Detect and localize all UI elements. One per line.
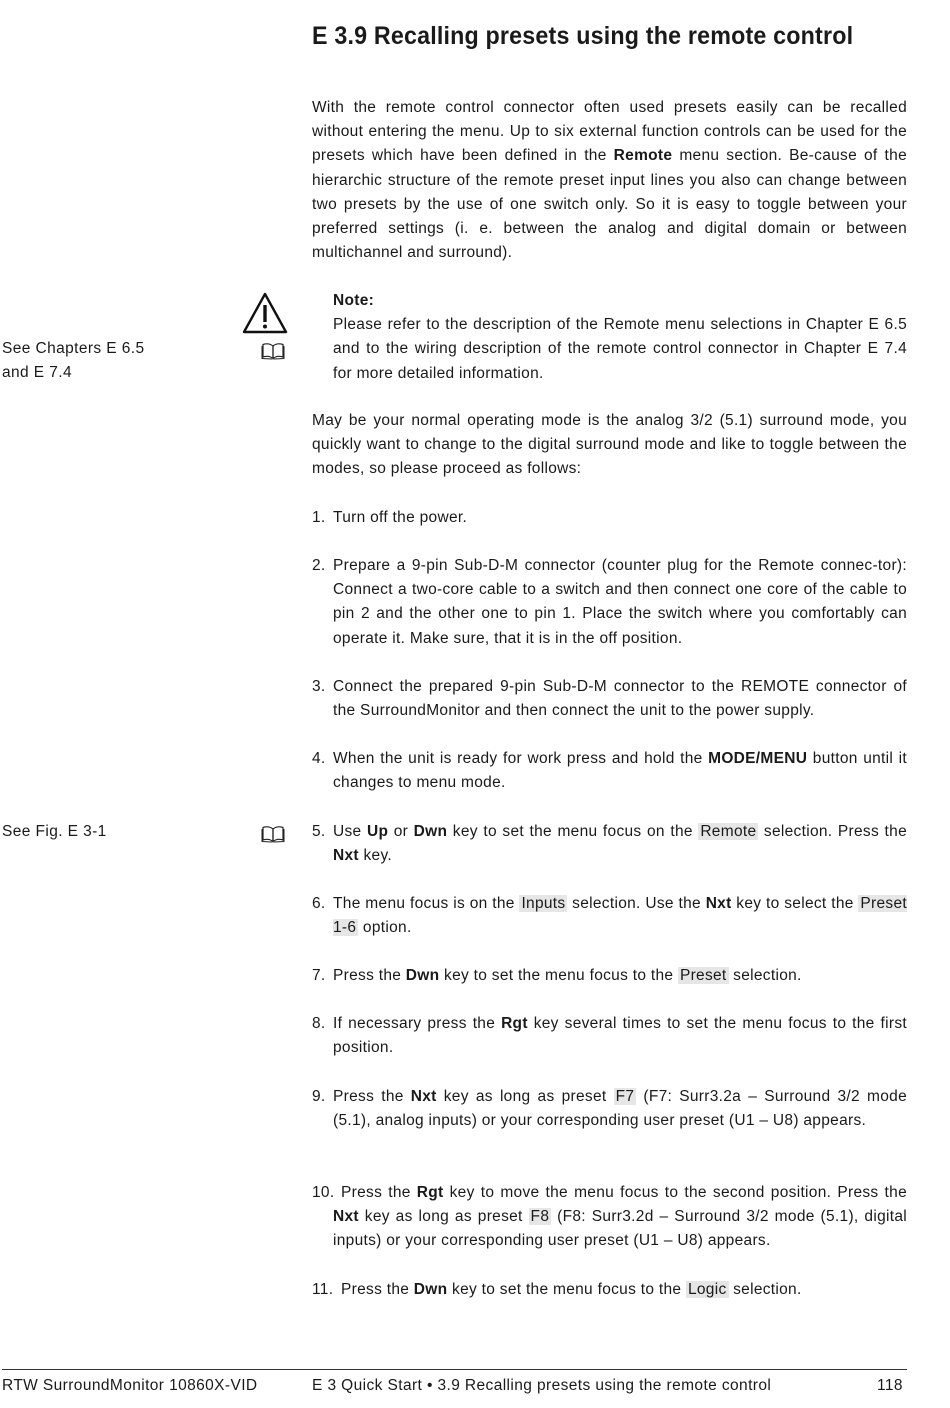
intro-text-2: menu section. Be-cause of the hierarchic structure of the remote preset input lines you also can change between two presets by the use of one switch only. So it is easy to toggle between your preferred settings (i. e. between the analog and digital domain or between multichannel and surround). — [312, 147, 907, 262]
step-number: 2. — [312, 557, 326, 574]
book-icon — [261, 825, 285, 843]
step-text: The menu focus is on the Inputs selection. Use the Nxt key to select the Preset 1-6 option. — [333, 895, 907, 937]
menu-item-inputs: Inputs — [521, 895, 566, 912]
note-heading: Note: — [333, 292, 375, 309]
step-number: 3. — [312, 678, 326, 695]
footer-section: E 3 Quick Start • 3.9 Recalling presets using the remote control — [312, 1377, 772, 1394]
step-number: 9. — [312, 1088, 326, 1105]
step-text: Prepare a 9-pin Sub-D-M connector (counter plug for the Remote connec-tor): Connect a two-core cable to a switch and then connect one core of the cable to pin 2 and the other one to pin 1. Place the switch where you comfortably can operate it. Make sure, that it is in the off position. — [333, 557, 907, 647]
book-icon — [261, 342, 285, 360]
step-text: If necessary press the Rgt key several times to set the menu focus to the first position. — [333, 1015, 907, 1057]
page-number: 118 — [877, 1377, 903, 1394]
step-text: Use Up or Dwn key to set the menu focus on the Remote selection. Press the Nxt key. — [333, 823, 907, 865]
intro-bold-remote: Remote — [613, 147, 673, 165]
step-number: 1. — [312, 509, 326, 526]
mode-menu-button-label: MODE/MENU — [708, 750, 808, 767]
step-number: 5. — [312, 823, 326, 840]
step-number: 10. — [312, 1184, 335, 1201]
step-number: 6. — [312, 895, 326, 912]
step-number: 8. — [312, 1015, 326, 1032]
footer-product: RTW SurroundMonitor 10860X-VID — [2, 1377, 258, 1394]
step-4 — [312, 747, 907, 795]
step-2 — [312, 554, 907, 651]
step-number: 11. — [312, 1281, 334, 1298]
note-block — [333, 289, 907, 386]
step-text: Press the Dwn key to set the menu focus to the Preset selection. — [333, 967, 802, 984]
step-9 — [312, 1085, 907, 1133]
step-text: Press the Rgt key to move the menu focus to the second position. Press the Nxt key as long as preset F8 (F8: Surr3.2d – Surround 3/2 mode (5.1), digital inputs) or your corresponding user preset (U1 – U8) appears. — [333, 1184, 907, 1250]
sidenote-chapters — [2, 337, 144, 385]
footer-divider — [2, 1369, 907, 1370]
intro-text-1: With the remote control connector often used presets easily can be recalled without entering the menu. Up to six external function controls can be used for the presets which have been defined in the — [312, 99, 907, 165]
step-7 — [312, 964, 907, 988]
menu-item-preset: Preset — [679, 967, 727, 984]
sidenote-fig: See Fig. E 3-1 — [2, 823, 107, 840]
step-number: 4. — [312, 750, 326, 767]
menu-item-remote: Remote — [700, 823, 757, 840]
intro-paragraph — [312, 96, 907, 265]
step-text: When the unit is ready for work press and hold the MODE/MENU button until it changes to menu mode. — [333, 750, 907, 792]
step-6 — [312, 892, 907, 940]
step-text: Connect the prepared 9-pin Sub-D-M connector to the REMOTE connector of the SurroundMonitor and then connect the unit to the power supply. — [333, 678, 907, 720]
step-11 — [312, 1278, 907, 1302]
procedure-intro: May be your normal operating mode is the analog 3/2 (5.1) surround mode, you quickly want to change to the digital surround mode and like to toggle between the modes, so please proceed as follows: — [312, 412, 907, 478]
step-10 — [312, 1181, 907, 1254]
step-text: Turn off the power. — [333, 509, 468, 526]
step-number: 7. — [312, 967, 326, 984]
step-text: Press the Dwn key to set the menu focus to the Logic selection. — [341, 1281, 802, 1298]
preset-f8: F8 — [530, 1208, 550, 1226]
page-title: E 3.9 Recalling presets using the remote control — [312, 22, 854, 50]
warning-triangle-icon — [242, 292, 288, 334]
menu-item-logic: Logic — [687, 1281, 727, 1298]
step-5 — [312, 820, 907, 868]
note-text: Please refer to the description of the Remote menu selections in Chapter E 6.5 and to the wiring description of the remote control connector in Chapter E 7.4 for more detailed information. — [333, 316, 907, 382]
sidenote-chapters-line2: and E 7.4 — [2, 364, 72, 382]
step-1 — [312, 506, 907, 530]
sidenote-chapters-line1: See Chapters E 6.5 — [2, 340, 145, 357]
preset-f7: F7 — [615, 1088, 635, 1105]
menu-item-preset-1-6: Preset 1-6 — [333, 895, 907, 937]
step-text: Press the Nxt key as long as preset F7 (F7: Surr3.2a – Surround 3/2 mode (5.1), analog inputs) or your corresponding user preset (U1 – U8) appears. — [333, 1088, 907, 1130]
step-3 — [312, 675, 907, 723]
step-8 — [312, 1012, 907, 1060]
